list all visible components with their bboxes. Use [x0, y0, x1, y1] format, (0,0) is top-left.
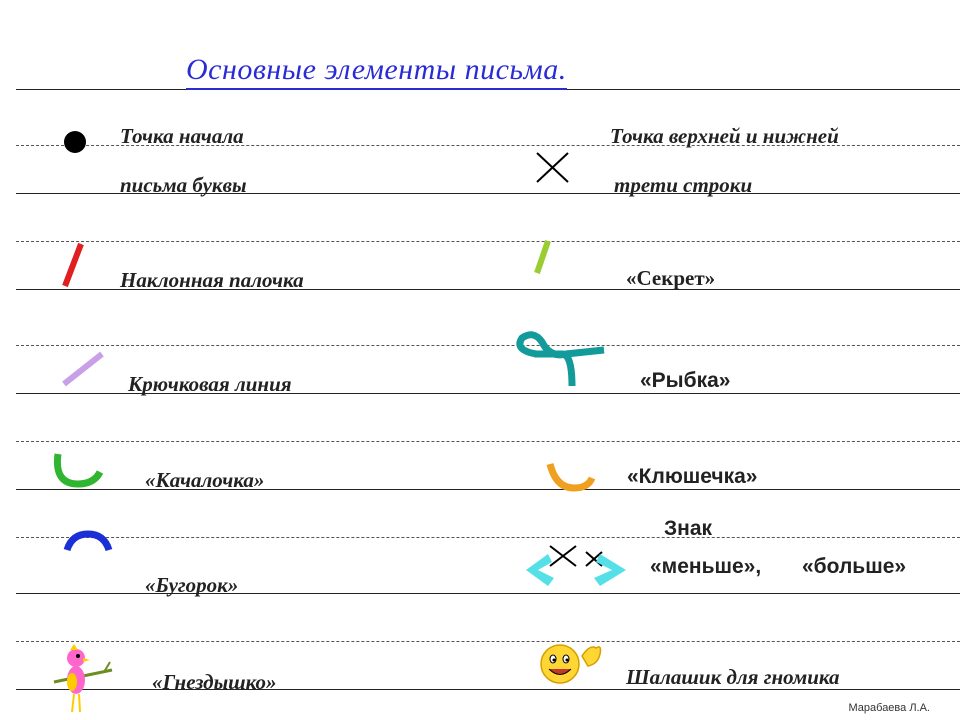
secret-stroke-icon — [530, 238, 556, 278]
hump-label: «Бугорок» — [145, 573, 239, 597]
cross-label-line2: трети строки — [614, 173, 753, 197]
secret-label: «Секрет» — [626, 266, 716, 290]
author-credit: Марабаева Л.А. — [848, 702, 930, 714]
sign-label-greater: «больше» — [802, 555, 907, 578]
ruling-line — [16, 241, 960, 242]
ruling-line — [16, 537, 960, 538]
dot-label-line2: письма буквы — [120, 173, 247, 197]
slanted-stick-label: Наклонная палочка — [120, 268, 304, 292]
fish-label: «Рыбка» — [640, 369, 731, 392]
smiley-icon — [538, 640, 608, 688]
ruling-line — [16, 641, 960, 642]
less-greater-sign-icon — [524, 540, 628, 590]
hook-label: «Клюшечка» — [627, 465, 758, 488]
fish-loop-icon — [514, 328, 610, 390]
sign-label-less: «меньше», — [650, 555, 762, 578]
slanted-stick-icon — [58, 240, 88, 290]
ruling-line — [16, 345, 960, 346]
swing-label: «Качалочка» — [145, 468, 265, 492]
cross-mark-icon — [534, 150, 572, 186]
cross-label-line1: Точка верхней и нижней — [610, 124, 839, 148]
dot-label-line1: Точка начала — [120, 124, 244, 148]
smiley-label: Шалашик для гномика — [626, 665, 840, 689]
hump-icon — [62, 530, 114, 554]
hook-icon — [546, 460, 598, 494]
hook-line-label: Крючковая линия — [128, 372, 292, 396]
hook-line-icon — [58, 350, 108, 390]
sign-label-line1: Знак — [664, 517, 713, 540]
swing-icon — [50, 450, 106, 490]
nest-label: «Гнездышко» — [152, 670, 277, 694]
dot-icon — [60, 128, 90, 158]
page-title: Основные элементы письма. — [186, 52, 567, 90]
bird-nest-icon — [52, 642, 118, 716]
ruling-line — [16, 441, 960, 442]
